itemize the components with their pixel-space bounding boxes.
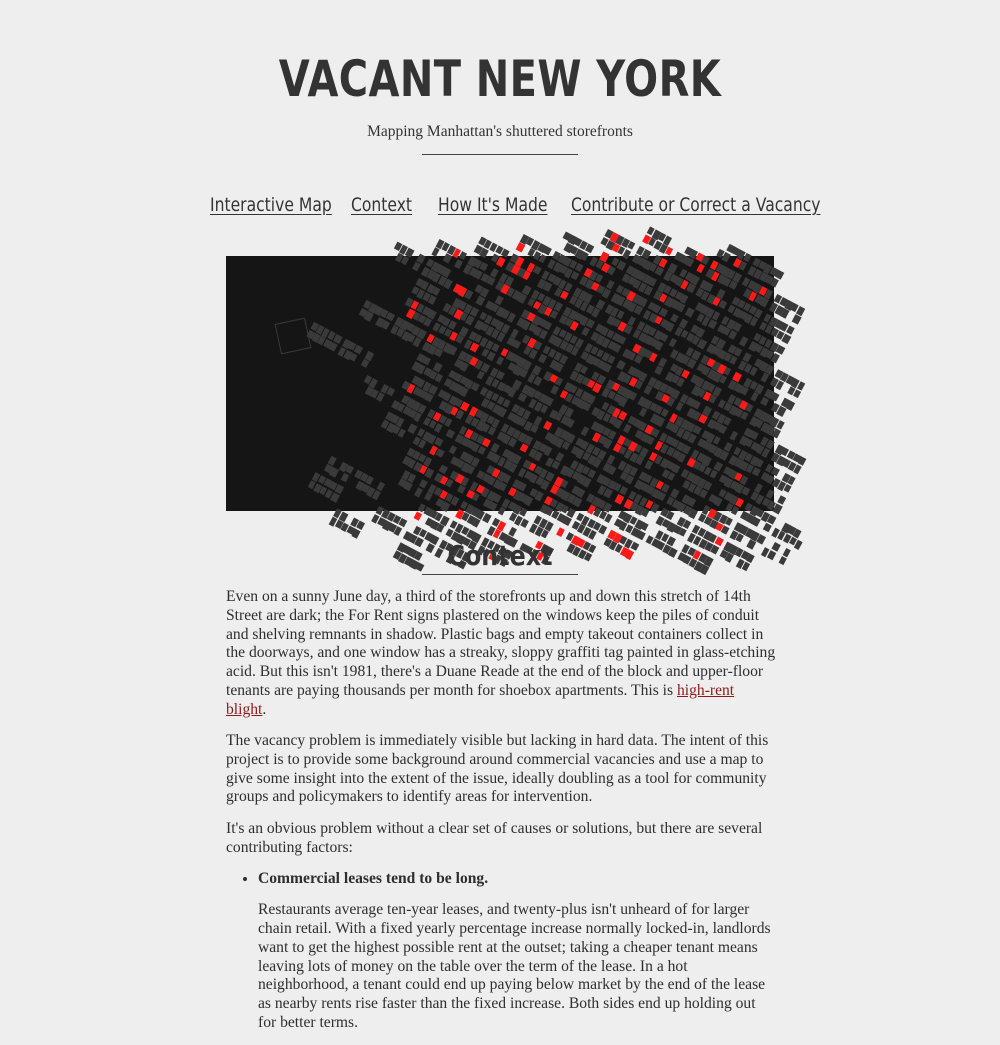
vacancy-map-image[interactable] — [226, 256, 774, 511]
factors-list — [226, 870, 776, 1033]
building-lot — [431, 247, 439, 257]
site-title: VACANT NEW YORK — [278, 50, 722, 108]
paragraph-intro-end: . — [262, 700, 267, 718]
article-body — [226, 588, 776, 1045]
paragraph-factors-intro: It's an obvious problem without a clear set of causes or solutions, but there are several contributing factors: — [226, 819, 763, 856]
paragraph-problem: The vacancy problem is immediately visible but lacking in hard data. The intent of this project is to provide some background around commercial vacancies and use a map to give some insight into the extent of the issue, ideally doubling as a tool for community groups and policymakers to identify areas for intervention. — [226, 732, 769, 806]
factor-body: Restaurants average ten-year leases, and twenty-plus isn't unheard of for larger chain retail. With a fixed yearly percentage increase normally locked-in, landlords want to get the highest possible rent at the outset; taking a cheaper tenant means leaving lots of money on the table over the term of the lease. In a hot neighborhood, a tenant could end up paying below market by the end of the lease as nearby rents rise faster than the fixed increase. Both sides end up holding out for better terms. — [258, 901, 771, 1031]
building-lot — [792, 314, 802, 325]
nav-link-contribute[interactable]: Contribute or Correct a Vacancy — [571, 194, 821, 216]
section-heading-context: Context — [447, 539, 553, 572]
building-lot — [777, 495, 786, 505]
nav-link-how-its-made[interactable]: How It's Made — [438, 194, 548, 216]
factor-title: • Commercial leases tend to be long. — [258, 869, 489, 887]
high-rent-blight-link[interactable]: high-rent blight — [226, 681, 735, 718]
list-item — [258, 870, 776, 1033]
map-canvas — [226, 256, 774, 511]
vacancy-lot — [414, 512, 423, 521]
main-nav — [0, 192, 1000, 222]
nav-link-context[interactable]: Context — [351, 194, 413, 216]
nav-link-interactive-map[interactable]: Interactive Map — [210, 194, 332, 216]
building-lot — [763, 523, 772, 532]
title-divider — [422, 154, 578, 155]
paragraph-intro — [226, 588, 776, 720]
section-divider — [422, 574, 578, 575]
site-subtitle: Mapping Manhattan's shuttered storefronts — [367, 123, 633, 140]
paragraph-intro-text: Even on a sunny June day, a third of the storefronts up and down this stretch of 14th Street are dark; the For Rent signs plastered on the windows keep the piles of conduit and shelving remnants in shadow. Plastic bags and empty takeout containers collect in the doorways, and one window has a streaky, sloppy graffiti tag painted in glass-etching acid. But this isn't 1981, there's a Duane Reade at the end of the block and upper-floor tenants are paying thousands per month for shoebox apartments. This is — [226, 588, 776, 699]
